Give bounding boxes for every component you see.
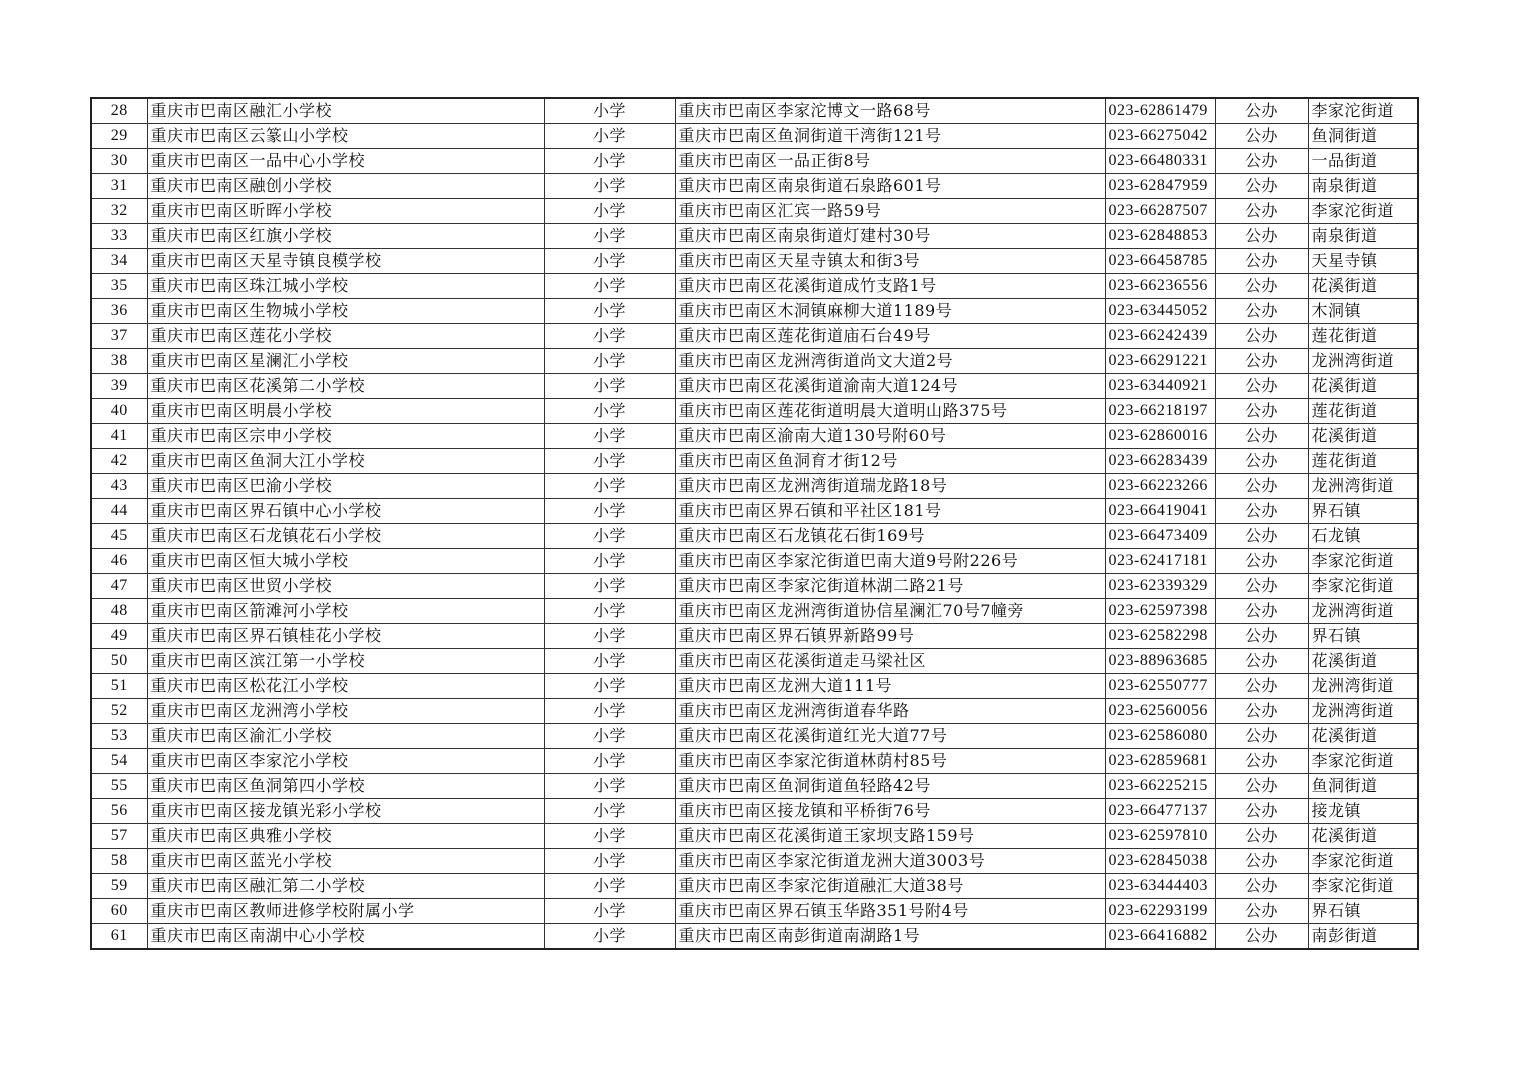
school-name-cell: 重庆市巴南区松花江小学校 — [147, 674, 544, 699]
ownership-cell: 公办 — [1215, 649, 1308, 674]
table-row — [91, 449, 1418, 474]
ownership-cell: 公办 — [1215, 824, 1308, 849]
address-cell: 重庆市巴南区接龙镇和平桥街76号 — [675, 799, 1105, 824]
table-row — [91, 199, 1418, 224]
row-number-cell: 58 — [91, 849, 147, 874]
address-cell: 重庆市巴南区汇宾一路59号 — [675, 199, 1105, 224]
school-type-cell: 小学 — [544, 574, 675, 599]
table-row — [91, 324, 1418, 349]
ownership-cell: 公办 — [1215, 299, 1308, 324]
school-type-cell: 小学 — [544, 549, 675, 574]
school-type-cell: 小学 — [544, 849, 675, 874]
school-type-cell: 小学 — [544, 249, 675, 274]
school-type-cell: 小学 — [544, 624, 675, 649]
address-cell: 重庆市巴南区南泉街道石泉路601号 — [675, 174, 1105, 199]
address-cell: 重庆市巴南区花溪街道成竹支路1号 — [675, 274, 1105, 299]
ownership-cell: 公办 — [1215, 474, 1308, 499]
ownership-cell: 公办 — [1215, 874, 1308, 899]
street-cell: 界石镇 — [1308, 899, 1418, 924]
address-cell: 重庆市巴南区花溪街道走马梁社区 — [675, 649, 1105, 674]
school-type-cell: 小学 — [544, 924, 675, 950]
school-type-cell: 小学 — [544, 799, 675, 824]
address-cell: 重庆市巴南区界石镇玉华路351号附4号 — [675, 899, 1105, 924]
row-number-cell: 52 — [91, 699, 147, 724]
phone-cell: 023-66287507 — [1105, 199, 1215, 224]
school-type-cell: 小学 — [544, 174, 675, 199]
street-cell: 界石镇 — [1308, 624, 1418, 649]
ownership-cell: 公办 — [1215, 424, 1308, 449]
phone-cell: 023-66223266 — [1105, 474, 1215, 499]
ownership-cell: 公办 — [1215, 774, 1308, 799]
school-name-cell: 重庆市巴南区云篆山小学校 — [147, 124, 544, 149]
table-row — [91, 174, 1418, 199]
ownership-cell: 公办 — [1215, 599, 1308, 624]
school-type-cell: 小学 — [544, 374, 675, 399]
school-type-cell: 小学 — [544, 524, 675, 549]
school-type-cell: 小学 — [544, 649, 675, 674]
address-cell: 重庆市巴南区木洞镇麻柳大道1189号 — [675, 299, 1105, 324]
school-name-cell: 重庆市巴南区融汇第二小学校 — [147, 874, 544, 899]
school-name-cell: 重庆市巴南区蓝光小学校 — [147, 849, 544, 874]
table-row — [91, 424, 1418, 449]
street-cell: 一品街道 — [1308, 149, 1418, 174]
row-number-cell: 42 — [91, 449, 147, 474]
phone-cell: 023-66416882 — [1105, 924, 1215, 950]
phone-cell: 023-66218197 — [1105, 399, 1215, 424]
street-cell: 龙洲湾街道 — [1308, 474, 1418, 499]
table-row — [91, 224, 1418, 249]
ownership-cell: 公办 — [1215, 899, 1308, 924]
row-number-cell: 54 — [91, 749, 147, 774]
table-row — [91, 674, 1418, 699]
phone-cell: 023-88963685 — [1105, 649, 1215, 674]
address-cell: 重庆市巴南区李家沱街道巴南大道9号附226号 — [675, 549, 1105, 574]
address-cell: 重庆市巴南区莲花街道明晨大道明山路375号 — [675, 399, 1105, 424]
address-cell: 重庆市巴南区一品正街8号 — [675, 149, 1105, 174]
row-number-cell: 48 — [91, 599, 147, 624]
phone-cell: 023-62293199 — [1105, 899, 1215, 924]
school-type-cell: 小学 — [544, 449, 675, 474]
street-cell: 李家沱街道 — [1308, 849, 1418, 874]
school-name-cell: 重庆市巴南区一品中心小学校 — [147, 149, 544, 174]
street-cell: 南泉街道 — [1308, 174, 1418, 199]
ownership-cell: 公办 — [1215, 149, 1308, 174]
phone-cell: 023-66291221 — [1105, 349, 1215, 374]
school-type-cell: 小学 — [544, 324, 675, 349]
school-name-cell: 重庆市巴南区鱼洞第四小学校 — [147, 774, 544, 799]
phone-cell: 023-62847959 — [1105, 174, 1215, 199]
school-type-cell: 小学 — [544, 349, 675, 374]
school-name-cell: 重庆市巴南区典雅小学校 — [147, 824, 544, 849]
school-type-cell: 小学 — [544, 774, 675, 799]
phone-cell: 023-62417181 — [1105, 549, 1215, 574]
table-row — [91, 699, 1418, 724]
address-cell: 重庆市巴南区南泉街道灯建村30号 — [675, 224, 1105, 249]
school-name-cell: 重庆市巴南区昕晖小学校 — [147, 199, 544, 224]
phone-cell: 023-66225215 — [1105, 774, 1215, 799]
ownership-cell: 公办 — [1215, 349, 1308, 374]
ownership-cell: 公办 — [1215, 574, 1308, 599]
street-cell: 花溪街道 — [1308, 824, 1418, 849]
school-name-cell: 重庆市巴南区界石镇中心小学校 — [147, 499, 544, 524]
row-number-cell: 55 — [91, 774, 147, 799]
school-name-cell: 重庆市巴南区龙洲湾小学校 — [147, 699, 544, 724]
address-cell: 重庆市巴南区龙洲湾街道尚文大道2号 — [675, 349, 1105, 374]
school-name-cell: 重庆市巴南区生物城小学校 — [147, 299, 544, 324]
row-number-cell: 53 — [91, 724, 147, 749]
table-row — [91, 599, 1418, 624]
ownership-cell: 公办 — [1215, 549, 1308, 574]
phone-cell: 023-62586080 — [1105, 724, 1215, 749]
school-name-cell: 重庆市巴南区星澜汇小学校 — [147, 349, 544, 374]
phone-cell: 023-63445052 — [1105, 299, 1215, 324]
school-type-cell: 小学 — [544, 599, 675, 624]
street-cell: 南泉街道 — [1308, 224, 1418, 249]
phone-cell: 023-66480331 — [1105, 149, 1215, 174]
school-name-cell: 重庆市巴南区石龙镇花石小学校 — [147, 524, 544, 549]
school-type-cell: 小学 — [544, 149, 675, 174]
school-type-cell: 小学 — [544, 724, 675, 749]
school-name-cell: 重庆市巴南区红旗小学校 — [147, 224, 544, 249]
table-row — [91, 874, 1418, 899]
address-cell: 重庆市巴南区界石镇和平社区181号 — [675, 499, 1105, 524]
school-type-cell: 小学 — [544, 124, 675, 149]
school-name-cell: 重庆市巴南区明晨小学校 — [147, 399, 544, 424]
table-row — [91, 899, 1418, 924]
address-cell: 重庆市巴南区界石镇界新路99号 — [675, 624, 1105, 649]
street-cell: 龙洲湾街道 — [1308, 674, 1418, 699]
school-name-cell: 重庆市巴南区巴渝小学校 — [147, 474, 544, 499]
street-cell: 李家沱街道 — [1308, 549, 1418, 574]
street-cell: 鱼洞街道 — [1308, 124, 1418, 149]
address-cell: 重庆市巴南区李家沱博文一路68号 — [675, 98, 1105, 124]
row-number-cell: 49 — [91, 624, 147, 649]
school-name-cell: 重庆市巴南区世贸小学校 — [147, 574, 544, 599]
document-page — [90, 97, 1419, 950]
phone-cell: 023-62848853 — [1105, 224, 1215, 249]
ownership-cell: 公办 — [1215, 524, 1308, 549]
street-cell: 龙洲湾街道 — [1308, 699, 1418, 724]
ownership-cell: 公办 — [1215, 399, 1308, 424]
table-row — [91, 574, 1418, 599]
row-number-cell: 47 — [91, 574, 147, 599]
table-row — [91, 249, 1418, 274]
ownership-cell: 公办 — [1215, 699, 1308, 724]
school-type-cell: 小学 — [544, 699, 675, 724]
phone-cell: 023-63444403 — [1105, 874, 1215, 899]
row-number-cell: 41 — [91, 424, 147, 449]
ownership-cell: 公办 — [1215, 274, 1308, 299]
street-cell: 木洞镇 — [1308, 299, 1418, 324]
table-row — [91, 724, 1418, 749]
ownership-cell: 公办 — [1215, 724, 1308, 749]
phone-cell: 023-62845038 — [1105, 849, 1215, 874]
school-name-cell: 重庆市巴南区天星寺镇良模学校 — [147, 249, 544, 274]
address-cell: 重庆市巴南区花溪街道红光大道77号 — [675, 724, 1105, 749]
school-name-cell: 重庆市巴南区教师进修学校附属小学 — [147, 899, 544, 924]
row-number-cell: 39 — [91, 374, 147, 399]
ownership-cell: 公办 — [1215, 124, 1308, 149]
street-cell: 李家沱街道 — [1308, 98, 1418, 124]
school-type-cell: 小学 — [544, 474, 675, 499]
row-number-cell: 56 — [91, 799, 147, 824]
school-name-cell: 重庆市巴南区宗申小学校 — [147, 424, 544, 449]
row-number-cell: 51 — [91, 674, 147, 699]
school-type-cell: 小学 — [544, 274, 675, 299]
street-cell: 南彭街道 — [1308, 924, 1418, 950]
phone-cell: 023-62582298 — [1105, 624, 1215, 649]
phone-cell: 023-62860016 — [1105, 424, 1215, 449]
street-cell: 李家沱街道 — [1308, 749, 1418, 774]
row-number-cell: 38 — [91, 349, 147, 374]
street-cell: 龙洲湾街道 — [1308, 349, 1418, 374]
row-number-cell: 30 — [91, 149, 147, 174]
phone-cell: 023-62597810 — [1105, 824, 1215, 849]
address-cell: 重庆市巴南区李家沱街道龙洲大道3003号 — [675, 849, 1105, 874]
street-cell: 李家沱街道 — [1308, 199, 1418, 224]
street-cell: 花溪街道 — [1308, 724, 1418, 749]
address-cell: 重庆市巴南区渝南大道130号附60号 — [675, 424, 1105, 449]
row-number-cell: 29 — [91, 124, 147, 149]
street-cell: 花溪街道 — [1308, 649, 1418, 674]
row-number-cell: 45 — [91, 524, 147, 549]
table-row — [91, 849, 1418, 874]
phone-cell: 023-63440921 — [1105, 374, 1215, 399]
school-table — [90, 97, 1419, 950]
street-cell: 花溪街道 — [1308, 274, 1418, 299]
street-cell: 莲花街道 — [1308, 399, 1418, 424]
school-name-cell: 重庆市巴南区李家沱小学校 — [147, 749, 544, 774]
table-row — [91, 499, 1418, 524]
street-cell: 天星寺镇 — [1308, 249, 1418, 274]
table-row — [91, 524, 1418, 549]
phone-cell: 023-62861479 — [1105, 98, 1215, 124]
school-type-cell: 小学 — [544, 874, 675, 899]
street-cell: 接龙镇 — [1308, 799, 1418, 824]
school-name-cell: 重庆市巴南区接龙镇光彩小学校 — [147, 799, 544, 824]
table-row — [91, 299, 1418, 324]
school-type-cell: 小学 — [544, 224, 675, 249]
table-row — [91, 549, 1418, 574]
row-number-cell: 59 — [91, 874, 147, 899]
row-number-cell: 43 — [91, 474, 147, 499]
school-name-cell: 重庆市巴南区鱼洞大江小学校 — [147, 449, 544, 474]
phone-cell: 023-66236556 — [1105, 274, 1215, 299]
row-number-cell: 31 — [91, 174, 147, 199]
street-cell: 花溪街道 — [1308, 424, 1418, 449]
street-cell: 界石镇 — [1308, 499, 1418, 524]
row-number-cell: 50 — [91, 649, 147, 674]
ownership-cell: 公办 — [1215, 674, 1308, 699]
row-number-cell: 35 — [91, 274, 147, 299]
row-number-cell: 33 — [91, 224, 147, 249]
school-type-cell: 小学 — [544, 98, 675, 124]
school-type-cell: 小学 — [544, 499, 675, 524]
address-cell: 重庆市巴南区石龙镇花石街169号 — [675, 524, 1105, 549]
school-type-cell: 小学 — [544, 824, 675, 849]
ownership-cell: 公办 — [1215, 174, 1308, 199]
school-name-cell: 重庆市巴南区渝汇小学校 — [147, 724, 544, 749]
ownership-cell: 公办 — [1215, 224, 1308, 249]
row-number-cell: 46 — [91, 549, 147, 574]
school-name-cell: 重庆市巴南区珠江城小学校 — [147, 274, 544, 299]
address-cell: 重庆市巴南区龙洲湾街道协信星澜汇70号7幢旁 — [675, 599, 1105, 624]
ownership-cell: 公办 — [1215, 749, 1308, 774]
table-row — [91, 474, 1418, 499]
table-row — [91, 924, 1418, 950]
address-cell: 重庆市巴南区龙洲大道111号 — [675, 674, 1105, 699]
phone-cell: 023-62550777 — [1105, 674, 1215, 699]
street-cell: 李家沱街道 — [1308, 874, 1418, 899]
address-cell: 重庆市巴南区莲花街道庙石台49号 — [675, 324, 1105, 349]
address-cell: 重庆市巴南区鱼洞街道鱼轻路42号 — [675, 774, 1105, 799]
address-cell: 重庆市巴南区龙洲湾街道春华路 — [675, 699, 1105, 724]
school-name-cell: 重庆市巴南区融汇小学校 — [147, 98, 544, 124]
school-table-body — [91, 98, 1418, 949]
ownership-cell: 公办 — [1215, 849, 1308, 874]
street-cell: 石龙镇 — [1308, 524, 1418, 549]
phone-cell: 023-62859681 — [1105, 749, 1215, 774]
row-number-cell: 44 — [91, 499, 147, 524]
ownership-cell: 公办 — [1215, 799, 1308, 824]
school-type-cell: 小学 — [544, 749, 675, 774]
row-number-cell: 28 — [91, 98, 147, 124]
address-cell: 重庆市巴南区李家沱街道林荫村85号 — [675, 749, 1105, 774]
table-row — [91, 374, 1418, 399]
table-row — [91, 98, 1418, 124]
street-cell: 龙洲湾街道 — [1308, 599, 1418, 624]
ownership-cell: 公办 — [1215, 624, 1308, 649]
table-row — [91, 124, 1418, 149]
table-row — [91, 649, 1418, 674]
ownership-cell: 公办 — [1215, 449, 1308, 474]
address-cell: 重庆市巴南区龙洲湾街道瑞龙路18号 — [675, 474, 1105, 499]
street-cell: 花溪街道 — [1308, 374, 1418, 399]
ownership-cell: 公办 — [1215, 924, 1308, 950]
address-cell: 重庆市巴南区花溪街道王家坝支路159号 — [675, 824, 1105, 849]
school-name-cell: 重庆市巴南区南湖中心小学校 — [147, 924, 544, 950]
school-type-cell: 小学 — [544, 424, 675, 449]
row-number-cell: 34 — [91, 249, 147, 274]
school-name-cell: 重庆市巴南区花溪第二小学校 — [147, 374, 544, 399]
school-type-cell: 小学 — [544, 399, 675, 424]
phone-cell: 023-66458785 — [1105, 249, 1215, 274]
ownership-cell: 公办 — [1215, 499, 1308, 524]
table-row — [91, 774, 1418, 799]
phone-cell: 023-66275042 — [1105, 124, 1215, 149]
row-number-cell: 40 — [91, 399, 147, 424]
address-cell: 重庆市巴南区天星寺镇太和街3号 — [675, 249, 1105, 274]
school-type-cell: 小学 — [544, 199, 675, 224]
table-row — [91, 624, 1418, 649]
table-row — [91, 149, 1418, 174]
address-cell: 重庆市巴南区鱼洞育才街12号 — [675, 449, 1105, 474]
address-cell: 重庆市巴南区花溪街道渝南大道124号 — [675, 374, 1105, 399]
street-cell: 莲花街道 — [1308, 449, 1418, 474]
phone-cell: 023-66283439 — [1105, 449, 1215, 474]
street-cell: 莲花街道 — [1308, 324, 1418, 349]
table-row — [91, 274, 1418, 299]
ownership-cell: 公办 — [1215, 374, 1308, 399]
ownership-cell: 公办 — [1215, 98, 1308, 124]
table-row — [91, 399, 1418, 424]
ownership-cell: 公办 — [1215, 249, 1308, 274]
phone-cell: 023-66419041 — [1105, 499, 1215, 524]
school-name-cell: 重庆市巴南区恒大城小学校 — [147, 549, 544, 574]
ownership-cell: 公办 — [1215, 199, 1308, 224]
address-cell: 重庆市巴南区李家沱街道融汇大道38号 — [675, 874, 1105, 899]
school-type-cell: 小学 — [544, 674, 675, 699]
address-cell: 重庆市巴南区南彭街道南湖路1号 — [675, 924, 1105, 950]
row-number-cell: 61 — [91, 924, 147, 950]
street-cell: 李家沱街道 — [1308, 574, 1418, 599]
table-row — [91, 824, 1418, 849]
school-name-cell: 重庆市巴南区箭滩河小学校 — [147, 599, 544, 624]
street-cell: 鱼洞街道 — [1308, 774, 1418, 799]
row-number-cell: 32 — [91, 199, 147, 224]
row-number-cell: 37 — [91, 324, 147, 349]
row-number-cell: 60 — [91, 899, 147, 924]
school-name-cell: 重庆市巴南区莲花小学校 — [147, 324, 544, 349]
ownership-cell: 公办 — [1215, 324, 1308, 349]
phone-cell: 023-62339329 — [1105, 574, 1215, 599]
school-type-cell: 小学 — [544, 299, 675, 324]
table-row — [91, 349, 1418, 374]
table-row — [91, 749, 1418, 774]
phone-cell: 023-62560056 — [1105, 699, 1215, 724]
school-name-cell: 重庆市巴南区融创小学校 — [147, 174, 544, 199]
school-name-cell: 重庆市巴南区界石镇桂花小学校 — [147, 624, 544, 649]
table-row — [91, 799, 1418, 824]
address-cell: 重庆市巴南区李家沱街道林湖二路21号 — [675, 574, 1105, 599]
address-cell: 重庆市巴南区鱼洞街道干湾街121号 — [675, 124, 1105, 149]
row-number-cell: 57 — [91, 824, 147, 849]
phone-cell: 023-66242439 — [1105, 324, 1215, 349]
phone-cell: 023-66473409 — [1105, 524, 1215, 549]
school-type-cell: 小学 — [544, 899, 675, 924]
phone-cell: 023-66477137 — [1105, 799, 1215, 824]
school-name-cell: 重庆市巴南区滨江第一小学校 — [147, 649, 544, 674]
row-number-cell: 36 — [91, 299, 147, 324]
phone-cell: 023-62597398 — [1105, 599, 1215, 624]
